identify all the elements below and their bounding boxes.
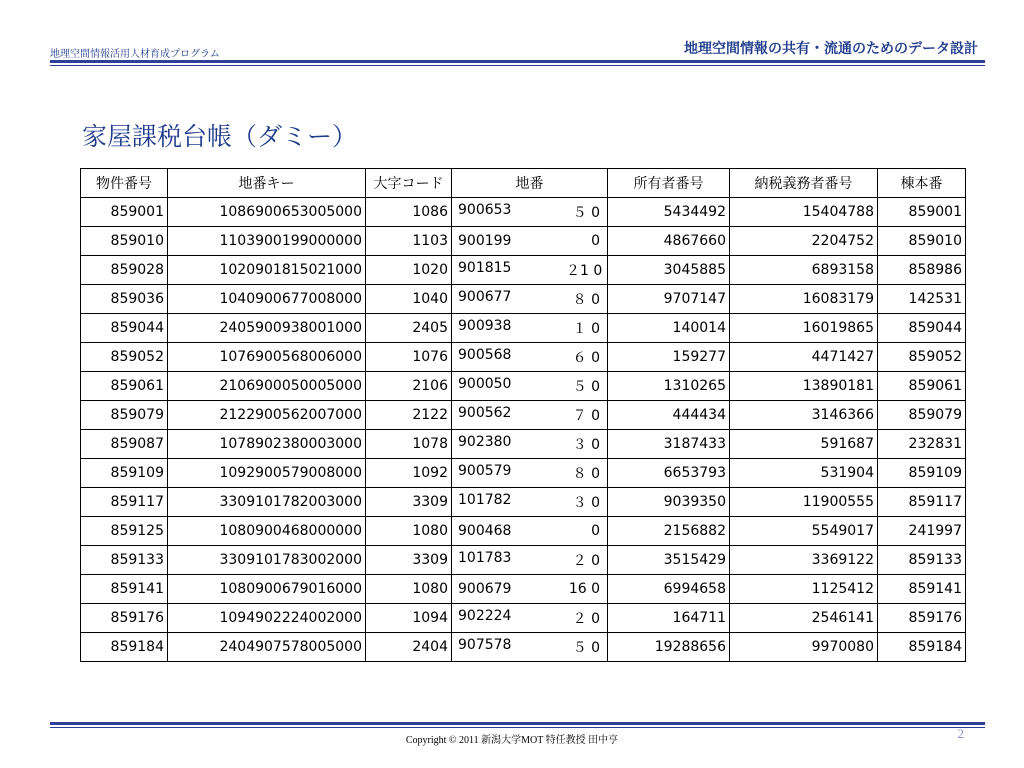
cell-district-code: 1040 — [366, 285, 452, 314]
cell-district-code: 2405 — [366, 314, 452, 343]
cell-property-number: 859133 — [81, 546, 168, 575]
parcel-number-branch: ５ 0 — [572, 205, 600, 221]
cell-property-number: 859109 — [81, 459, 168, 488]
cell-district-code: 1103 — [366, 227, 452, 256]
cell-building-number: 859079 — [878, 401, 966, 430]
parcel-number-branch: ７ 0 — [572, 408, 600, 424]
cell-taxpayer-number: 15404788 — [730, 198, 878, 227]
cell-parcel-key: 1086900653005000 — [168, 198, 366, 227]
parcel-number-main: 101783 — [458, 550, 512, 566]
cell-taxpayer-number: 591687 — [730, 430, 878, 459]
cell-parcel-number — [452, 401, 608, 430]
cell-taxpayer-number: 2546141 — [730, 604, 878, 633]
cell-district-code: 1092 — [366, 459, 452, 488]
cell-property-number: 859036 — [81, 285, 168, 314]
cell-district-code: 1078 — [366, 430, 452, 459]
column-header-parcel-number: 地番 — [452, 169, 608, 198]
cell-building-number: 859141 — [878, 575, 966, 604]
parcel-number-main: 900579 — [458, 463, 512, 479]
cell-parcel-key: 3309101782003000 — [168, 488, 366, 517]
cell-owner-number: 9039350 — [608, 488, 730, 517]
parcel-number-main: 101782 — [458, 492, 512, 508]
parcel-number-branch: 0 — [591, 523, 600, 539]
cell-parcel-key: 1078902380003000 — [168, 430, 366, 459]
cell-property-number: 859010 — [81, 227, 168, 256]
cell-parcel-number — [452, 546, 608, 575]
cell-parcel-number — [452, 517, 608, 546]
parcel-number-main: 900199 — [458, 233, 512, 249]
table-row — [81, 604, 966, 633]
page-number: 2 — [957, 726, 964, 741]
cell-district-code: 2122 — [366, 401, 452, 430]
page-title: 家屋課税台帳（ダミー） — [82, 122, 358, 151]
cell-district-code: 1080 — [366, 517, 452, 546]
table-row — [81, 517, 966, 546]
cell-parcel-number — [452, 314, 608, 343]
cell-parcel-number — [452, 430, 608, 459]
cell-building-number: 232831 — [878, 430, 966, 459]
parcel-number-branch: ２ 0 — [572, 611, 600, 627]
cell-parcel-key: 1092900579008000 — [168, 459, 366, 488]
cell-district-code: 1094 — [366, 604, 452, 633]
column-header-taxpayer-number: 納税義務者番号 — [730, 169, 878, 198]
cell-building-number: 859010 — [878, 227, 966, 256]
cell-parcel-number — [452, 604, 608, 633]
cell-parcel-key: 2405900938001000 — [168, 314, 366, 343]
cell-parcel-key: 2122900562007000 — [168, 401, 366, 430]
parcel-number-main: 900562 — [458, 405, 512, 421]
cell-parcel-number — [452, 256, 608, 285]
cell-parcel-key: 1040900677008000 — [168, 285, 366, 314]
cell-taxpayer-number: 531904 — [730, 459, 878, 488]
cell-owner-number: 6653793 — [608, 459, 730, 488]
header-divider-thin — [50, 65, 985, 66]
cell-property-number: 859079 — [81, 401, 168, 430]
cell-owner-number: 3515429 — [608, 546, 730, 575]
cell-property-number: 859184 — [81, 633, 168, 662]
cell-district-code: 2404 — [366, 633, 452, 662]
cell-owner-number: 19288656 — [608, 633, 730, 662]
cell-parcel-key: 2404907578005000 — [168, 633, 366, 662]
cell-building-number: 241997 — [878, 517, 966, 546]
parcel-number-main: 900938 — [458, 318, 512, 334]
header-divider-thick — [50, 60, 985, 63]
cell-parcel-key: 1103900199000000 — [168, 227, 366, 256]
table-row — [81, 430, 966, 459]
table-row — [81, 488, 966, 517]
cell-building-number: 859133 — [878, 546, 966, 575]
cell-property-number: 859061 — [81, 372, 168, 401]
tax-ledger-table — [80, 168, 966, 662]
cell-parcel-key: 1080900468000000 — [168, 517, 366, 546]
cell-district-code: 3309 — [366, 546, 452, 575]
table-row — [81, 343, 966, 372]
cell-district-code: 1080 — [366, 575, 452, 604]
parcel-number-main: 902224 — [458, 608, 512, 624]
parcel-number-main: 900468 — [458, 523, 512, 539]
cell-building-number: 859001 — [878, 198, 966, 227]
cell-district-code: 2106 — [366, 372, 452, 401]
cell-parcel-number — [452, 227, 608, 256]
parcel-number-branch: ８ 0 — [572, 292, 600, 308]
cell-parcel-number — [452, 372, 608, 401]
cell-property-number: 859125 — [81, 517, 168, 546]
column-header-property-number: 物件番号 — [81, 169, 168, 198]
cell-owner-number: 4867660 — [608, 227, 730, 256]
cell-parcel-key: 1080900679016000 — [168, 575, 366, 604]
cell-building-number: 859044 — [878, 314, 966, 343]
parcel-number-branch: ８ 0 — [572, 466, 600, 482]
cell-owner-number: 159277 — [608, 343, 730, 372]
cell-district-code: 1086 — [366, 198, 452, 227]
cell-parcel-number — [452, 575, 608, 604]
cell-building-number: 859176 — [878, 604, 966, 633]
column-header-district-code: 大字コード — [366, 169, 452, 198]
table-row — [81, 198, 966, 227]
parcel-number-branch: ５ 0 — [572, 379, 600, 395]
cell-owner-number: 3187433 — [608, 430, 730, 459]
cell-parcel-number — [452, 343, 608, 372]
cell-building-number: 142531 — [878, 285, 966, 314]
cell-property-number: 859028 — [81, 256, 168, 285]
cell-building-number: 859061 — [878, 372, 966, 401]
cell-parcel-number — [452, 198, 608, 227]
table-row — [81, 227, 966, 256]
cell-taxpayer-number: 13890181 — [730, 372, 878, 401]
slide-header-title: 地理空間情報の共有・流通のためのデータ設計 — [684, 41, 978, 57]
program-label: 地理空間情報活用人材育成プログラム — [50, 49, 220, 60]
cell-taxpayer-number: 9970080 — [730, 633, 878, 662]
cell-parcel-key: 1076900568006000 — [168, 343, 366, 372]
cell-building-number: 858986 — [878, 256, 966, 285]
cell-owner-number: 6994658 — [608, 575, 730, 604]
parcel-number-main: 907578 — [458, 637, 512, 653]
cell-district-code: 1076 — [366, 343, 452, 372]
column-header-parcel-key: 地番キー — [168, 169, 366, 198]
cell-taxpayer-number: 1125412 — [730, 575, 878, 604]
cell-building-number: 859109 — [878, 459, 966, 488]
cell-district-code: 3309 — [366, 488, 452, 517]
cell-property-number: 859117 — [81, 488, 168, 517]
cell-owner-number: 9707147 — [608, 285, 730, 314]
parcel-number-main: 900568 — [458, 347, 512, 363]
footer-divider-thick — [50, 722, 985, 725]
cell-taxpayer-number: 16083179 — [730, 285, 878, 314]
cell-property-number: 859044 — [81, 314, 168, 343]
parcel-number-main: 901815 — [458, 260, 512, 276]
cell-district-code: 1020 — [366, 256, 452, 285]
footer-divider-thin — [50, 727, 985, 728]
cell-taxpayer-number: 6893158 — [730, 256, 878, 285]
table-header-row — [81, 169, 966, 198]
table-row — [81, 314, 966, 343]
cell-parcel-number — [452, 459, 608, 488]
cell-building-number: 859052 — [878, 343, 966, 372]
cell-parcel-key: 2106900050005000 — [168, 372, 366, 401]
table-row — [81, 575, 966, 604]
table-row — [81, 285, 966, 314]
parcel-number-branch: ２ 0 — [572, 553, 600, 569]
cell-parcel-number — [452, 488, 608, 517]
cell-taxpayer-number: 3369122 — [730, 546, 878, 575]
cell-parcel-key: 3309101783002000 — [168, 546, 366, 575]
parcel-number-branch: ５ 0 — [572, 640, 600, 656]
cell-parcel-number — [452, 285, 608, 314]
parcel-number-branch: ３ 0 — [572, 437, 600, 453]
parcel-number-main: 900050 — [458, 376, 512, 392]
parcel-number-branch: ３ 0 — [572, 495, 600, 511]
cell-owner-number: 164711 — [608, 604, 730, 633]
table-row — [81, 372, 966, 401]
cell-building-number: 859184 — [878, 633, 966, 662]
cell-property-number: 859087 — [81, 430, 168, 459]
cell-property-number: 859176 — [81, 604, 168, 633]
cell-property-number: 859141 — [81, 575, 168, 604]
column-header-owner-number: 所有者番号 — [608, 169, 730, 198]
cell-taxpayer-number: 3146366 — [730, 401, 878, 430]
table-row — [81, 633, 966, 662]
table-body — [81, 198, 966, 662]
parcel-number-branch: ６ 0 — [572, 350, 600, 366]
parcel-number-branch: 16 0 — [568, 581, 600, 597]
table-row — [81, 459, 966, 488]
column-header-building-number: 棟本番 — [878, 169, 966, 198]
table-row — [81, 401, 966, 430]
cell-parcel-number — [452, 633, 608, 662]
cell-owner-number: 5434492 — [608, 198, 730, 227]
parcel-number-branch: １ 0 — [572, 321, 600, 337]
cell-taxpayer-number: 2204752 — [730, 227, 878, 256]
cell-parcel-key: 1020901815021000 — [168, 256, 366, 285]
cell-taxpayer-number: 5549017 — [730, 517, 878, 546]
cell-taxpayer-number: 16019865 — [730, 314, 878, 343]
parcel-number-branch: ２1 0 — [566, 263, 603, 279]
cell-taxpayer-number: 4471427 — [730, 343, 878, 372]
table-row — [81, 256, 966, 285]
cell-parcel-key: 1094902224002000 — [168, 604, 366, 633]
table-row — [81, 546, 966, 575]
cell-owner-number: 444434 — [608, 401, 730, 430]
parcel-number-main: 902380 — [458, 434, 512, 450]
cell-owner-number: 140014 — [608, 314, 730, 343]
cell-taxpayer-number: 11900555 — [730, 488, 878, 517]
parcel-number-main: 900677 — [458, 289, 512, 305]
cell-property-number: 859052 — [81, 343, 168, 372]
cell-owner-number: 3045885 — [608, 256, 730, 285]
cell-building-number: 859117 — [878, 488, 966, 517]
cell-property-number: 859001 — [81, 198, 168, 227]
parcel-number-main: 900653 — [458, 202, 512, 218]
cell-owner-number: 2156882 — [608, 517, 730, 546]
cell-owner-number: 1310265 — [608, 372, 730, 401]
copyright-notice: Copyright © 2011 新潟大学MOT 特任教授 田中亨 — [405, 735, 619, 746]
parcel-number-main: 900679 — [458, 581, 512, 597]
parcel-number-branch: 0 — [591, 233, 600, 249]
